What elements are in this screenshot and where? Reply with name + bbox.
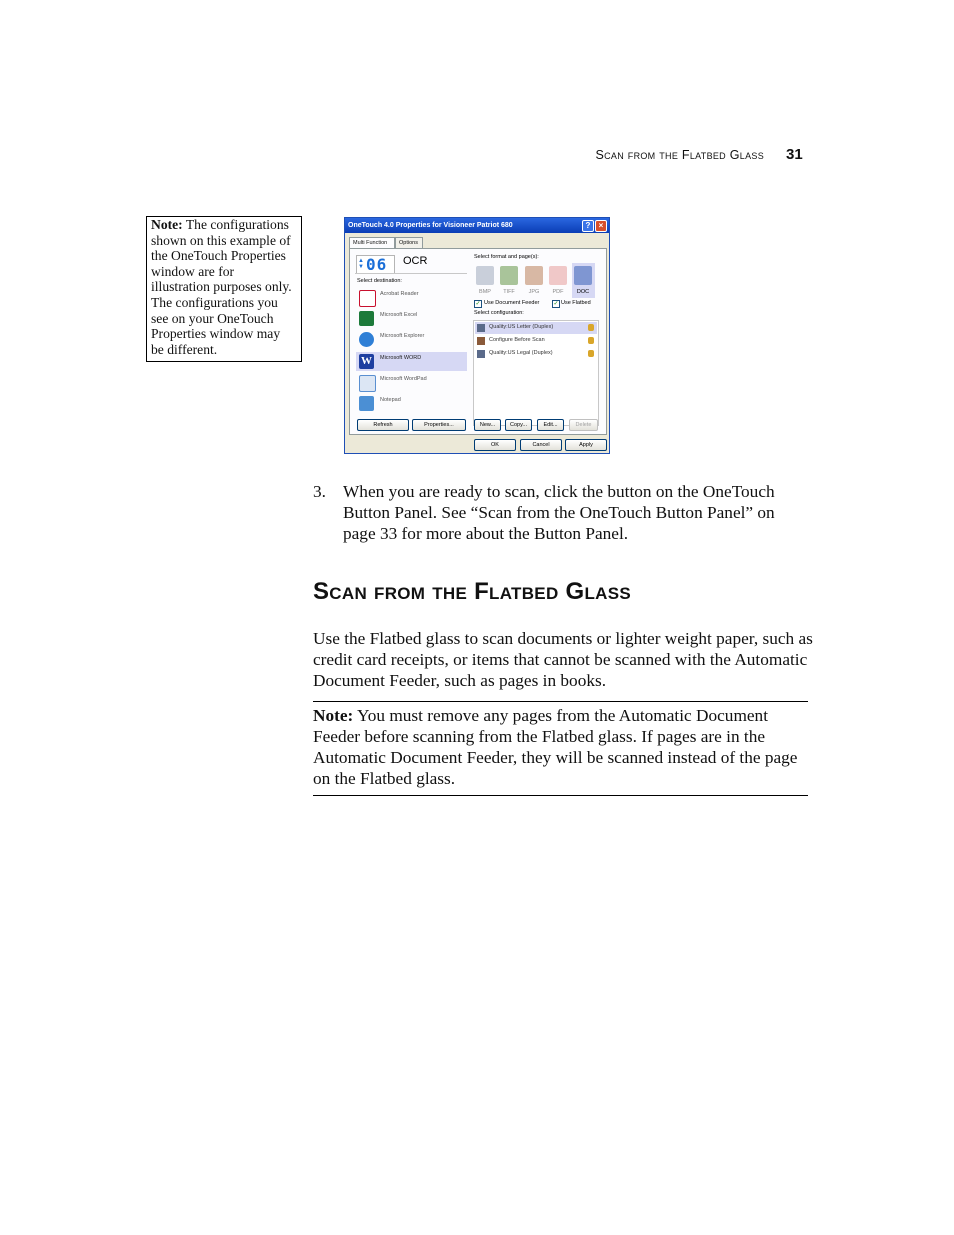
lock-icon	[588, 350, 594, 357]
refresh-button[interactable]: Refresh	[357, 419, 409, 431]
tab-multi-function[interactable]: Multi Function	[349, 237, 395, 249]
destination-notepad[interactable]	[356, 394, 467, 413]
destination-microsoft-wordpad[interactable]	[356, 373, 467, 392]
destination-microsoft-explorer[interactable]	[356, 330, 467, 349]
acrobat-icon	[359, 290, 376, 307]
apply-button[interactable]: Apply	[565, 439, 607, 451]
ok-button[interactable]: OK	[474, 439, 516, 451]
lock-icon	[588, 337, 594, 344]
destination-label: Microsoft Explorer	[380, 333, 425, 339]
side-note-label: Note:	[151, 217, 183, 232]
jpg-icon[interactable]	[525, 266, 543, 285]
configuration-label: Quality:US Legal (Duplex)	[489, 350, 553, 356]
destination-label: Acrobat Reader	[380, 291, 419, 297]
side-note	[146, 216, 302, 362]
configuration-item[interactable]	[475, 348, 597, 360]
destination-microsoft-excel[interactable]	[356, 309, 467, 328]
format-label-jpg: JPG	[528, 289, 540, 295]
destination-acrobat-reader[interactable]	[356, 288, 467, 307]
destination-label: Microsoft WORD	[380, 355, 422, 361]
page-number: 31	[786, 146, 803, 163]
select-destination-label: Select destination:	[357, 278, 402, 284]
note-block	[313, 705, 808, 789]
use-flatbed-label: Use Flatbed	[561, 300, 591, 306]
use-flatbed-checkbox[interactable]: ✓	[553, 301, 559, 307]
use-document-feeder-checkbox[interactable]: ✓	[475, 301, 481, 307]
note-bottom-rule	[313, 795, 808, 796]
use-document-feeder-label: Use Document Feeder	[484, 300, 540, 306]
section-heading: Scan from the Flatbed Glass	[313, 578, 631, 605]
configuration-item[interactable]	[475, 335, 597, 347]
select-format-label: Select format and page(s):	[474, 254, 539, 260]
step-text: When you are ready to scan, click the button on the OneTouch Button Panel. See “Scan from the OneTouch Button Panel” on page 33 for more about the Button Panel.	[343, 482, 775, 543]
destination-label: Notepad	[380, 397, 401, 403]
configuration-label: Configure Before Scan	[489, 337, 545, 343]
format-label-bmp: BMP	[479, 289, 491, 295]
note-top-rule	[313, 701, 808, 702]
side-note-text: The configurations shown on this example of the OneTouch Properties window are for illustration purposes only. The configurations you see on your OneTouch Properties window may be different.	[151, 217, 292, 357]
note-label: Note:	[313, 706, 354, 725]
divider	[355, 273, 467, 274]
select-configuration-label: Select configuration:	[474, 310, 524, 316]
button-number: 06	[366, 255, 388, 274]
delete-button[interactable]: Delete	[569, 419, 598, 431]
bmp-icon[interactable]	[476, 266, 494, 285]
button-name: OCR	[403, 255, 428, 267]
running-header-section: Scan from the Flatbed Glass	[595, 148, 764, 162]
ie-icon	[359, 332, 374, 347]
pdf-icon[interactable]	[549, 266, 567, 285]
cancel-button[interactable]: Cancel	[520, 439, 562, 451]
window-title: OneTouch 4.0 Properties for Visioneer Patriot 680	[348, 222, 513, 229]
configuration-icon	[477, 324, 485, 332]
step-number: 3.	[313, 482, 326, 501]
edit-button[interactable]: Edit...	[537, 419, 564, 431]
lock-icon	[588, 324, 594, 331]
wordpad-icon	[359, 375, 376, 392]
excel-icon	[359, 311, 374, 326]
copy-button[interactable]: Copy...	[505, 419, 532, 431]
format-label-doc: DOC	[576, 289, 590, 295]
word-icon: W	[361, 355, 372, 367]
close-button[interactable]: ×	[595, 220, 607, 232]
destination-label: Microsoft Excel	[380, 312, 418, 318]
configuration-item[interactable]	[475, 322, 597, 334]
configuration-label: Quality:US Letter (Duplex)	[489, 324, 554, 330]
doc-icon[interactable]	[574, 266, 592, 285]
configuration-icon	[477, 337, 485, 345]
destination-list[interactable]	[356, 288, 467, 422]
destination-label: Microsoft WordPad	[380, 376, 427, 382]
up-down-arrows-icon[interactable]: ▲ ▼	[358, 258, 364, 270]
properties-button[interactable]: Properties...	[412, 419, 466, 431]
window-titlebar	[345, 218, 609, 233]
tiff-icon[interactable]	[500, 266, 518, 285]
destination-microsoft-word[interactable]	[356, 352, 467, 371]
configuration-list[interactable]	[473, 320, 599, 426]
intro-paragraph: Use the Flatbed glass to scan documents or lighter weight paper, such as credit card receipts, or items that cannot be scanned with the Automatic Document Feeder, such as pages in books.	[313, 629, 813, 690]
notepad-icon	[359, 396, 374, 411]
onetouch-properties-window	[344, 217, 610, 454]
format-label-pdf: PDF	[552, 289, 564, 295]
format-label-tiff: TIFF	[503, 289, 515, 295]
help-button[interactable]: ?	[582, 220, 594, 232]
tab-options[interactable]: Options	[395, 237, 423, 249]
button-number-display[interactable]	[356, 255, 395, 274]
note-text: You must remove any pages from the Automatic Document Feeder before scanning from the Flatbed glass. If pages are in the Automatic Document Feeder, they will be scanned instead of the page on the Flatbed glass.	[313, 706, 798, 788]
new-button[interactable]: New...	[474, 419, 501, 431]
configuration-icon	[477, 350, 485, 358]
